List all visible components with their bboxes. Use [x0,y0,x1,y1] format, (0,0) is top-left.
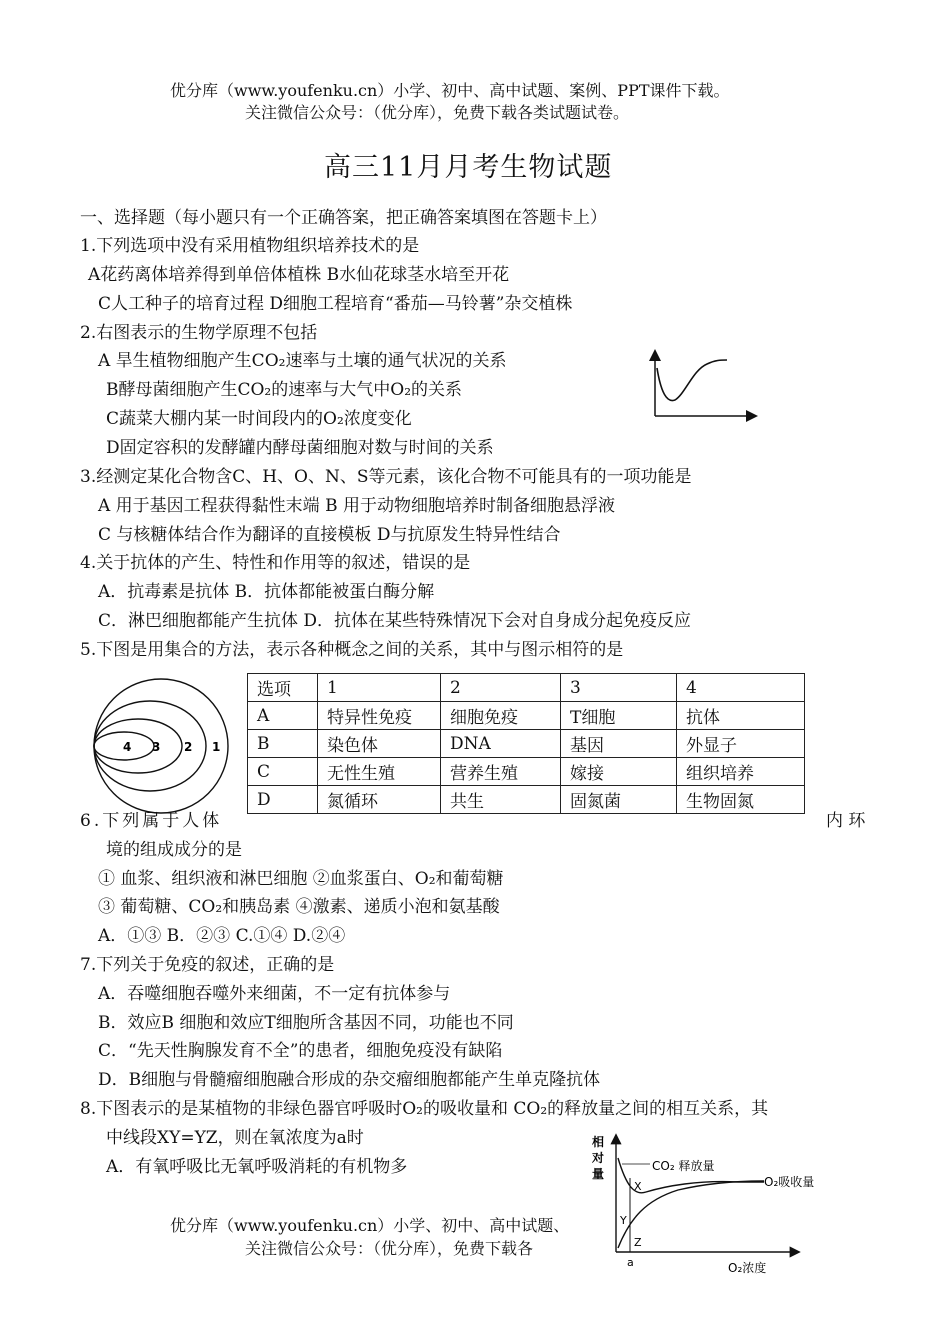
set-label-1: 1 [212,740,221,754]
q7-option-a: A．吞噬细胞吞噬外来细菌，不一定有抗体参与 [98,984,451,1004]
q6-items-2: ③ 葡萄糖、CO₂和胰岛素 ④激素、递质小泡和氨基酸 [98,897,500,917]
table-cell: 无性生殖 [318,758,441,786]
q8-option-a: A．有氧呼吸比无氧呼吸消耗的有机物多 [106,1157,408,1177]
q4-options-2: C．淋巴细胞都能产生抗体 D．抗体在某些特殊情况下会对自身成分起免疫反应 [98,611,692,631]
table-cell: D [248,786,318,814]
table-cell: 生物固氮 [677,786,805,814]
table-cell: 1 [318,674,441,702]
table-cell: DNA [441,730,561,758]
footer-line-2: 关注微信公众号：（优分库），免费下载各 [245,1239,534,1258]
table-cell: 共生 [441,786,561,814]
table-cell: 细胞免疫 [441,702,561,730]
set-label-3: 3 [152,740,161,754]
header-line-1: 优分库（www.youfenku.cn）小学、初中、高中试题、案例、PPT课件下载。 [170,81,730,100]
q6-stem-2: 境的组成成分的是 [106,840,242,860]
y-label-char: 对 [592,1151,605,1165]
table-cell: 营养生殖 [441,758,561,786]
o2-label: O₂吸收量 [764,1175,815,1189]
q7-stem: 7.下列关于免疫的叙述，正确的是 [80,955,335,975]
table-cell: 基因 [561,730,677,758]
q8-stem-1: 8.下图表示的是某植物的非绿色器官呼吸时O₂的吸收量和 CO₂的释放量之间的相互关系，其 [80,1099,769,1119]
point-y-label: Y [620,1214,627,1227]
q2-curve-figure [645,348,760,423]
set-label-2: 2 [184,740,193,754]
table-cell: 抗体 [677,702,805,730]
table-cell: 嫁接 [561,758,677,786]
curve-line [657,360,727,401]
q1-options-2: C人工种子的培育过程 D细胞工程培育“番茄—马铃薯”杂交植株 [98,294,573,314]
q1-options-1: A花药离体培养得到单倍体植株 B水仙花球茎水培至开花 [88,265,510,285]
q2-stem: 2.右图表示的生物学原理不包括 [80,323,318,343]
q8-stem-2: 中线段XY=YZ，则在氧浓度为a时 [106,1128,364,1148]
table-cell: 固氮菌 [561,786,677,814]
co2-label: CO₂ 释放量 [652,1159,715,1173]
q4-stem: 4.关于抗体的产生、特性和作用等的叙述，错误的是 [80,553,471,573]
q6-stem-right: 内 环 [826,811,866,831]
q8-respiration-graph [588,1130,850,1280]
q6-stem-left: 6.下列属于人体 [80,811,223,831]
table-row [248,758,805,786]
table-cell: 氮循环 [318,786,441,814]
page-title: 高三11月月考生物试题 [324,152,613,183]
q7-option-d: D．B细胞与骨髓瘤细胞融合形成的杂交瘤细胞都能产生单克隆抗体 [98,1070,601,1090]
set-3 [94,719,182,773]
q2-option-c: C蔬菜大棚内某一时间段内的O₂浓度变化 [106,409,412,429]
q2-option-d: D固定容积的发酵罐内酵母菌细胞对数与时间的关系 [106,438,494,458]
q5-options-table [247,673,805,814]
q2-option-b: B酵母菌细胞产生CO₂的速率与大气中O₂的关系 [106,380,463,400]
q1-stem: 1.下列选项中没有采用植物组织培养技术的是 [80,236,420,256]
q3-options-2: C 与核糖体结合作为翻译的直接模板 D与抗原发生特异性结合 [98,525,561,545]
table-cell: T细胞 [561,702,677,730]
table-cell: 3 [561,674,677,702]
q2-option-a: A 旱生植物细胞产生CO₂速率与土壤的通气状况的关系 [98,351,507,371]
table-cell: 2 [441,674,561,702]
table-cell: B [248,730,318,758]
y-label-char: 量 [592,1167,605,1181]
q5-stem: 5.下图是用集合的方法，表示各种概念之间的关系，其中与图示相符的是 [80,640,624,660]
table-cell: 选项 [248,674,318,702]
a-tick-label: a [627,1256,634,1269]
point-z-label: Z [634,1236,642,1249]
q3-stem: 3.经测定某化合物含C、H、O、N、S等元素，该化合物不可能具有的一项功能是 [80,467,692,487]
x-axis-label: O₂浓度 [728,1261,767,1275]
table-cell: A [248,702,318,730]
y-label-char: 相 [592,1135,605,1149]
table-row [248,702,805,730]
table-cell: 组织培养 [677,758,805,786]
table-cell: 特异性免疫 [318,702,441,730]
table-cell: 4 [677,674,805,702]
table-row [248,730,805,758]
table-row [248,674,805,702]
table-cell: C [248,758,318,786]
table-cell: 外显子 [677,730,805,758]
q4-options-1: A．抗毒素是抗体 B．抗体都能被蛋白酶分解 [98,582,435,602]
table-row [248,786,805,814]
set-1 [94,679,228,813]
q6-options: A．①③ B．②③ C.①④ D.②④ [98,926,346,946]
q7-option-c: C．“先天性胸腺发育不全”的患者，细胞免疫没有缺陷 [98,1041,503,1061]
header-line-2: 关注微信公众号：（优分库），免费下载各类试题试卷。 [245,103,630,122]
table-cell: 染色体 [318,730,441,758]
nested-set-figure [88,676,238,816]
point-x-label: X [634,1180,642,1193]
section-heading: 一、选择题（每小题只有一个正确答案，把正确答案填图在答题卡上） [80,208,607,228]
footer-line-1: 优分库（www.youfenku.cn）小学、初中、高中试题、 [170,1216,570,1235]
q3-options-1: A 用于基因工程获得黏性末端 B 用于动物细胞培养时制备细胞悬浮液 [98,496,615,516]
q6-items-1: ① 血浆、组织液和淋巴细胞 ②血浆蛋白、O₂和葡萄糖 [98,869,504,889]
set-label-4: 4 [123,740,132,754]
q7-option-b: B．效应B 细胞和效应T细胞所含基因不同，功能也不同 [98,1013,514,1033]
